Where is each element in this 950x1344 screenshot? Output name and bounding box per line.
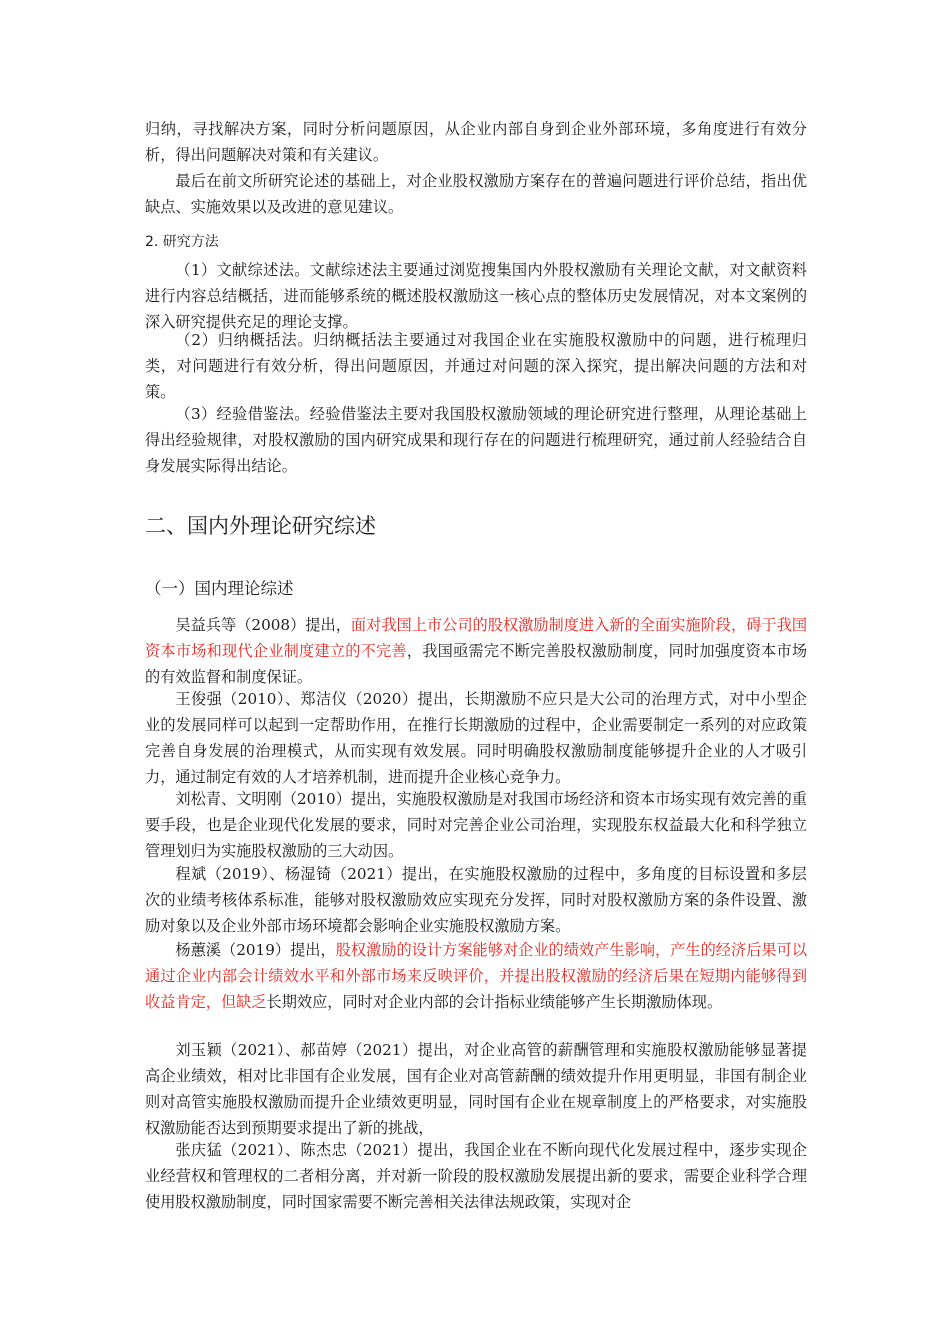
review-paragraph-zhang: 张庆猛（2021）、陈杰忠（2021）提出，我国企业在不断向现代化发展过程中，逐步实现企业经营权和管理权的二者相分离，并对新一阶段的股权激励发展提出新的要求，需要企业科学合理使用股权激励制度，同时国家需要不断完善相关法律法规政策，实现对企 [145,1141,807,1211]
review-paragraph-liu-yuying: 刘玉颖（2021）、郝苗婷（2021）提出，对企业高管的薪酬管理和实施股权激励能够显著提高企业绩效，相对比非国有企业发展，国有企业对高管薪酬的绩效提升作用更明显，非国有制企业则对高管实施股权激励而提升企业绩效更明显，同时国有企业在规章制度上的严格要求，对实施股权激励能否达到预期要求提出了新的挑战， [145,1041,807,1137]
review-text: 长期效应，同时对企业内部的会计指标业绩能够产生长期激励体现。 [266,993,723,1011]
method-literature-review: （1）文献综述法。文献综述法主要通过浏览搜集国内外股权激励有关理论文献，对文献资料进行内容总结概括，进而能够系统的概述股权激励这一核心点的整体历史发展情况，对本文案例的深入研究提供充足的理论支撑。 [145,261,807,331]
method-induction: （2）归纳概括法。归纳概括法主要通过对我国企业在实施股权激励中的问题，进行梳理归类，对问题进行有效分析，得出问题原因，并通过对问题的深入探究，提出解决问题的方法和对策。 [145,331,807,401]
review-paragraph-wang: 王俊强（2010）、郑洁仪（2020）提出，长期激励不应只是大公司的治理方式，对中小型企业的发展同样可以起到一定帮助作用，在推行长期激励的过程中，企业需要制定一系列的对应政策完善自身发展的治理模式，从而实现有效发展。同时明确股权激励制度能够提升企业的人才吸引力，通过制定有效的人才培养机制，进而提升企业核心竞争力。 [145,690,807,786]
highlighted-text: 面对我国上市公司的股权激励制度进入新的全面实施阶段，碍于我国资本市场和现代企业制度建立的不完善 [145,616,808,660]
review-paragraph-wu [145,612,807,690]
review-text: ，我国亟需完不断完善股权激励制度，同时加强度资本市场的有效监督和制度保证。 [145,642,808,686]
subsection-title-domestic: （一）国内理论综述 [145,579,294,598]
review-text: 吴益兵等（2008）提出， [175,616,351,634]
methods-heading: 2. 研究方法 [145,234,219,250]
section-title: 二、国内外理论研究综述 [145,514,376,538]
highlighted-text: 股权激励的设计方案能够对企业的绩效产生影响，产生的经济后果可以通过企业内部会计绩效水平和外部市场来反映评价，并提出股权激励的经济后果在短期内能够得到收益肯定，但缺乏 [145,941,808,1011]
review-paragraph-yang [145,937,807,1015]
review-paragraph-liu: 刘松青、文明刚（2010）提出，实施股权激励是对我国市场经济和资本市场实现有效完善的重要手段，也是企业现代化发展的要求，同时对完善企业公司治理，实现股东权益最大化和科学独立管理划归为实施股权激励的三大动因。 [145,790,807,860]
intro-paragraph-2: 最后在前文所研究论述的基础上，对企业股权激励方案存在的普遍问题进行评价总结，指出优缺点、实施效果以及改进的意见建议。 [145,172,807,216]
method-experience: （3）经验借鉴法。经验借鉴法主要对我国股权激励领域的理论研究进行整理，从理论基础上得出经验规律，对股权激励的国内研究成果和现行存在的问题进行梳理研究，通过前人经验结合自身发展实际得出结论。 [145,405,807,475]
intro-paragraph-1: 归纳，寻找解决方案，同时分析问题原因，从企业内部自身到企业外部环境，多角度进行有效分析，得出问题解决对策和有关建议。 [145,120,807,164]
review-text: 杨蕙溪（2019）提出， [175,941,336,959]
review-paragraph-cheng: 程斌（2019）、杨湿锜（2021）提出，在实施股权激励的过程中，多角度的目标设置和多层次的业绩考核体系标准，能够对股权激励效应实现充分发挥，同时对股权激励方案的条件设置、激励对象以及企业外部市场环境都会影响企业实施股权激励方案。 [145,865,807,935]
